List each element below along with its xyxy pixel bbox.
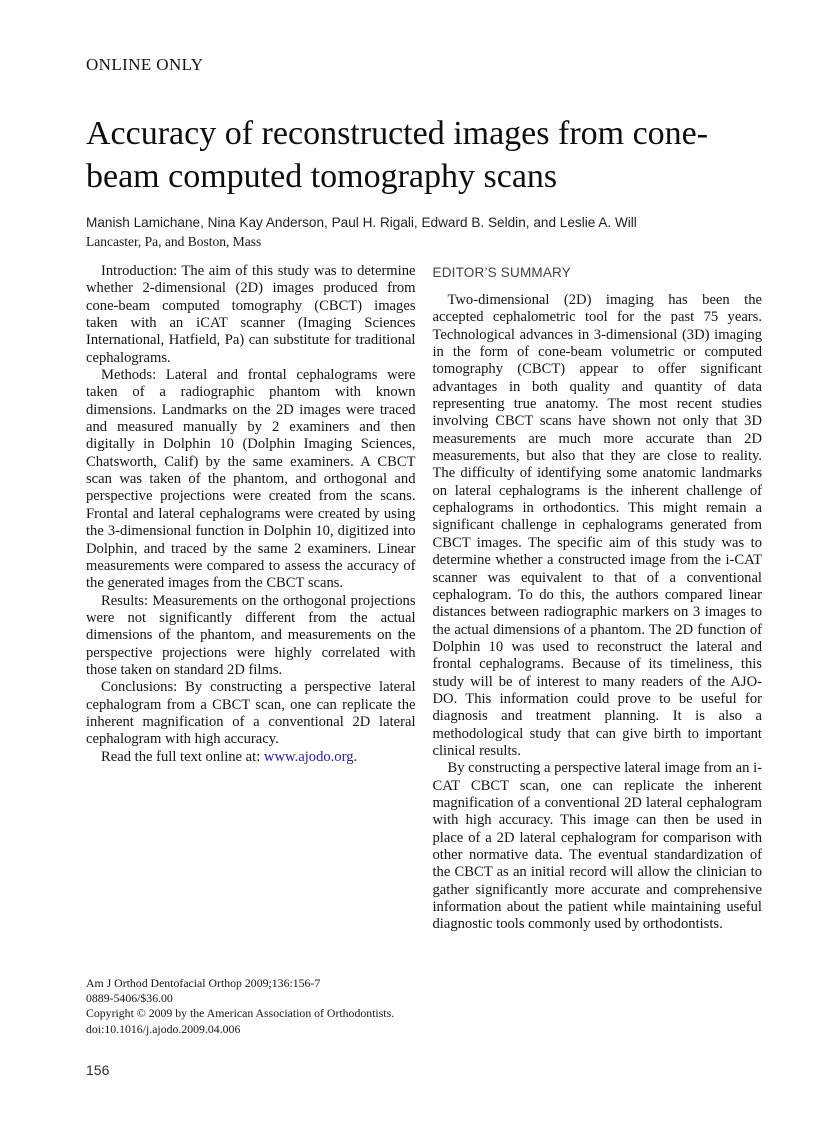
copyright-line: Copyright © 2009 by the American Association of Orthodontists. (86, 1006, 395, 1021)
author-affiliation: Lancaster, Pa, and Boston, Mass (86, 234, 262, 249)
editor-summary-paragraph: Two-dimensional (2D) imaging has been the accepted cephalometric tool for the past 75 years. Technological advances in 3-dimensional (3D) imaging in the form of cone-beam volumetric or computed tomography (CBCT) appear to offer significant advantages in both quality and quantity of data representing true anatomy. The most recent studies involving CBCT scans have shown not only that 3D measurements are much more accurate than 2D measurements, but also that they are close to reality. The difficulty of identifying some anatomic landmarks on lateral cephalograms is the inherent challenge of cephalograms in orthodontics. This might remain a significant challenge in cephalograms generated from CBCT images. The specific aim of this study was to determine whether a constructed image from the i-CAT scanner was equivalent to that of a conventional cephalogram. To do this, the authors compared linear distances between radiographic markers on 3 images to the actual dimensions of a phantom. The 2D function of Dolphin 10 was used to reconstruct the lateral and frontal cephalograms. Because of its timeliness, this study will be of interest to many readers of the AJO-DO. This information could prove to be useful for diagnosis and treatment planning. It is also a methodological study that can give birth to important clinical results. (432, 292, 762, 759)
online-only-label: ONLINE ONLY (86, 55, 204, 74)
page-number: 156 (86, 1062, 110, 1078)
article-title: Accuracy of reconstructed images from cone-beam computed tomography scans (86, 115, 709, 195)
editor-summary-paragraph: By constructing a perspective lateral image from an i-CAT CBCT scan, one can replicate the inherent magnification of a conventional 2D lateral cephalogram with high accuracy. This image can then be used in place of a 2D lateral cephalogram for comparison with other normative data. The eventual standardization of the CBCT as an initial record will allow the clinician to gather significantly more accurate and comprehensive information about the patient while maintaining useful diagnostic tools commonly used by orthodontists. (432, 760, 762, 933)
editor-summary-column (433, 263, 763, 934)
ajodo-link[interactable]: www.ajodo.org (263, 748, 354, 765)
author-list: Manish Lamichane, Nina Kay Anderson, Paul H. Rigali, Edward B. Seldin, and Leslie A. Will (86, 215, 637, 230)
abstract-paragraph-introduction: Introduction: The aim of this study was to determine whether 2-dimensional (2D) images produced from cone-beam computed tomography (CBCT) images taken with an iCAT scanner (Imaging Sciences International, Hatfield, Pa) can substitute for traditional cephalograms. (86, 263, 416, 366)
citation-line: Am J Orthod Dentofacial Orthop 2009;136:156-7 (86, 976, 321, 990)
article-footnote (86, 976, 506, 1037)
abstract-paragraph-methods: Methods: Lateral and frontal cephalograms were taken of a radiographic phantom with known dimensions. Landmarks on the 2D images were traced and measured manually by 2 examiners and then digitally in Dolphin 10 (Dolphin Imaging Sciences, Chatsworth, Calif) by the same examiners. A CBCT scan was taken of the phantom, and orthogonal and perspective projections were created from the scans. Frontal and lateral cephalograms were created by using the 3-dimensional function in Dolphin 10, digitized into Dolphin, and traced by the same 2 examiners. Linear measurements were compared to assess the accuracy of the generated images from the CBCT scans. (86, 367, 416, 592)
read-full-text-suffix: . (353, 748, 358, 765)
issn-price-line: 0889-5406/$36.00 (86, 991, 173, 1006)
abstract-column (86, 263, 416, 934)
abstract-paragraph-conclusions: Conclusions: By constructing a perspective lateral cephalogram from a CBCT scan, one can replicate the inherent magnification of a conventional 2D lateral cephalogram with high accuracy. (86, 679, 416, 748)
article-body (86, 263, 762, 934)
read-full-text-line (86, 749, 416, 766)
doi-line: doi:10.1016/j.ajodo.2009.04.006 (86, 1021, 241, 1036)
editor-summary-heading: EDITOR’S SUMMARY (432, 265, 571, 280)
abstract-paragraph-results: Results: Measurements on the orthogonal projections were not significantly different from the actual dimensions of the phantom, and measurements on the perspective projections were highly correlated with those taken on standard 2D films. (86, 592, 416, 678)
read-full-text-prefix: Read the full text online at: (101, 748, 264, 765)
